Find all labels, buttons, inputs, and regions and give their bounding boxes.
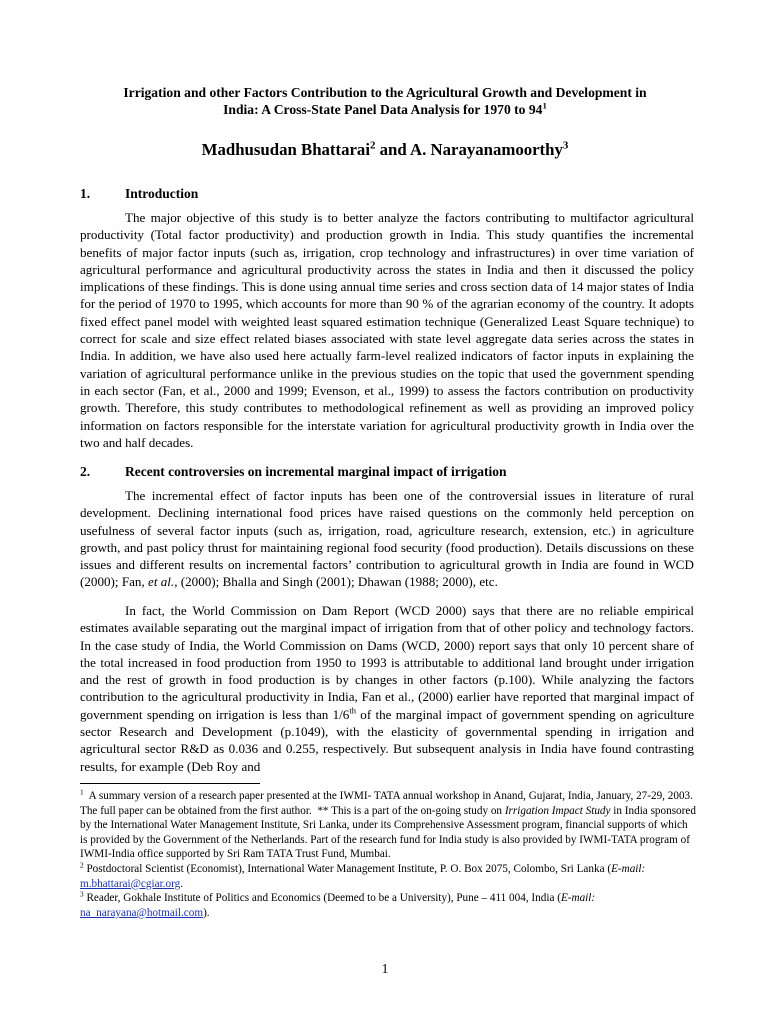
footnote-1 — [80, 789, 696, 862]
section-2-paragraph-1 — [80, 487, 694, 591]
footnote-1-text-b: in India sponsored by the International Water Management Institute, Sri Lanka, under its Comprehensive Assessment program, financial supports of which is provided by the Government of the Netherlands. Part of the research fund for India study is also provided by IWMI-TATA program of IWMI-India office supported by Sri Ram TATA Trust Fund, Mumbai. — [80, 804, 696, 861]
section-2-p1-italic: et al., — [148, 574, 178, 590]
author-conjunction: and — [375, 140, 410, 159]
section-2-title: Recent controversies on incremental marginal impact of irrigation — [125, 464, 507, 479]
footnote-1-italic: Irrigation Impact Study — [504, 804, 611, 817]
footnote-3-email-link[interactable]: na_narayana@hotmail.com — [80, 906, 204, 919]
author-1-footnote-mark: 2 — [370, 139, 376, 152]
section-1-title: Introduction — [125, 186, 199, 201]
footnote-separator — [80, 783, 260, 784]
section-1-text: The major objective of this study is to better analyze the factors contributing to multifactor agricultural productivity (Total factor productivity) and production growth in India. This study quantifies the incremental benefits of major factor inputs (such as, irrigation, crop technology and infrastructures) in over time variation of agricultural performance and agricultural productivity across the states in India and then it discussed the policy implications of these findings. This is done using annual time series and cross section data of 14 major states of India for the period of 1970 to 1995, which accounts for more than 90 % of the agrarian economy of the country. It adopts fixed effect panel model with weighted least squared estimation technique (Generalized Least Square technique) to correct for scale and size effect related biases associated with state level aggregate data series across the states in India. In addition, we have also used here actually farm-level realized indicators of factor inputs in explaining the variation of agricultural performance unlike in the previous studies on the topic that used the government spending in each sector (Fan, et al., 2000 and 1999; Evenson, et al., 1999) to assess the factors contribution on productivity growth. Therefore, this study contributes to methodological refinement as well as providing an improved policy information on factors responsible for the interstate variation for agricultural productivity growth in India over the two and half decades. — [80, 210, 694, 450]
footnote-2-mark: 2 — [80, 861, 84, 870]
author-2-footnote-mark: 3 — [562, 139, 569, 152]
title-line-1: Irrigation and other Factors Contribution to the Agricultural Growth and Development in — [123, 85, 647, 100]
footnotes — [80, 789, 696, 920]
section-2-p2-text-a: In fact, the World Commission on Dam Report (WCD 2000) says that there are no reliable empirical estimates available separating out the marginal impact of irrigation from that of other policy and technology factors. In the case study of India, the World Commission on Dams (WCD, 2000) report says that only 10 percent share of the total increased in food production from 1950 to 1993 is attributable to additional land brought under irrigation and the rest of growth in food production is by changes in other factors (p.100). While analyzing the factors contribution to the agricultural productivity in India, Fan et al., (2000) earlier have reported that marginal impact of government spending on irrigation is less than 1/6 — [80, 603, 694, 722]
footnote-3-text-b: ). — [203, 906, 210, 919]
title-footnote-mark: 1 — [542, 100, 547, 111]
section-2-p2-superscript: th — [349, 705, 356, 716]
section-2-number: 2. — [80, 464, 91, 479]
footnote-2-text-a: Postdoctoral Scientist (Economist), International Water Management Institute, P. O. Box 2075, Colombo, Sri Lanka ( — [83, 862, 612, 875]
footnote-2-italic: E-mail: — [611, 862, 646, 875]
footnote-2-text-b: . — [180, 877, 183, 890]
author-line — [60, 140, 710, 160]
footnote-3-mark: 3 — [80, 890, 84, 899]
title-line-2: India: A Cross-State Panel Data Analysis for 1970 to 94 — [223, 102, 543, 117]
footnote-3 — [80, 891, 696, 920]
footnote-2-email-link[interactable]: m.bhattarai@cgiar.org — [80, 877, 181, 890]
section-2-paragraph-2 — [80, 602, 694, 775]
section-2-p2-text-b: of the marginal impact of government spending on agriculture sector Research and Development (p.1049), with the elasticity of governmental spending in irrigation and agricultural sector R&D as 0.036 and 0.255, respectively. But subsequent analysis in India have found contrasting results, for example (Deb Roy and — [80, 706, 695, 774]
section-2-p1-text-a: The incremental effect of factor inputs has been one of the controversial issues in literature of rural development. Declining international food prices have raised questions on the commonly held perception on usefulness of several factor inputs (such as, irrigation, road, agriculture research, extension, etc.) in agriculture growth, and past policy thrust for maintaining regional food security (food production). Details discussions on these issues and different results on incremental factors’ contribution to agricultural growth in India are found in WCD (2000); Fan, — [80, 488, 694, 590]
author-1: Madhusudan Bhattarai — [201, 140, 370, 159]
footnote-1-mark: 1 — [80, 788, 84, 797]
author-2: A. Narayanamoorthy — [409, 140, 563, 159]
footnote-2 — [80, 862, 696, 891]
section-2-p1-text-b: (2000); Bhalla and Singh (2001); Dhawan (1988; 2000), etc. — [177, 574, 498, 590]
section-1-number: 1. — [80, 186, 91, 201]
paper-title — [60, 84, 710, 118]
footnote-3-italic: E-mail: — [560, 892, 596, 905]
page-number: 1 — [381, 961, 389, 976]
footnote-3-text-a: Reader, Gokhale Institute of Politics and Economics (Deemed to be a University), Pune – 411 004, India ( — [83, 892, 561, 905]
section-1-paragraph — [80, 209, 694, 451]
footnote-1-text-a: A summary version of a research paper presented at the IWMI- TATA annual workshop in Anand, Gujarat, India, January, 27-29, 2003. The full paper can be obtained from the first author. ** This is a part of the on-going study on — [80, 790, 696, 817]
